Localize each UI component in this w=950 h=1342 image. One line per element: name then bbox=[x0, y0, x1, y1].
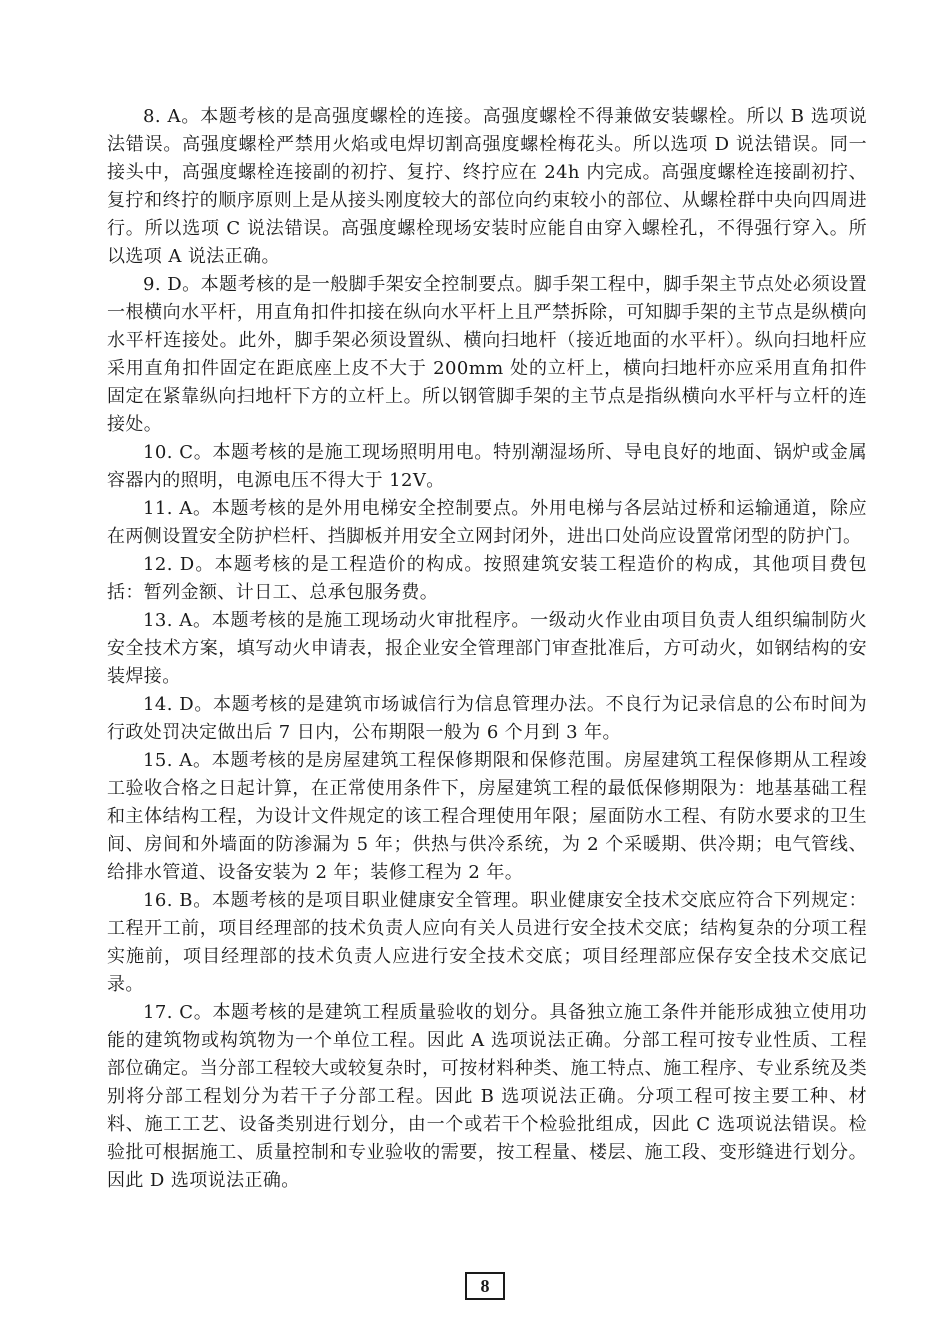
page-number: 8 bbox=[465, 1272, 505, 1300]
answer-12: 12. D。本题考核的是工程造价的构成。按照建筑安装工程造价的构成，其他项目费包括：暂列金额、计日工、总承包服务费。 bbox=[107, 554, 867, 603]
answer-11: 11. A。本题考核的是外用电梯安全控制要点。外用电梯与各层站过桥和运输通道，除应在两侧设置安全防护栏杆、挡脚板并用安全立网封闭外，进出口处尚应设置常闭型的防护门。 bbox=[107, 498, 867, 547]
answer-14: 14. D。本题考核的是建筑市场诚信行为信息管理办法。不良行为记录信息的公布时间为行政处罚决定做出后 7 日内，公布期限一般为 6 个月到 3 年。 bbox=[107, 694, 867, 743]
answer-9: 9. D。本题考核的是一般脚手架安全控制要点。脚手架工程中，脚手架主节点处必须设置一根横向水平杆，用直角扣件扣接在纵向水平杆上且严禁拆除，可知脚手架的主节点是纵横向水平杆连接处。此外，脚手架必须设置纵、横向扫地杆（接近地面的水平杆）。纵向扫地杆应采用直角扣件固定在距底座上皮不大于 200mm 处的立杆上，横向扫地杆亦应采用直角扣件固定在紧靠纵向扫地杆下方的立杆上。所以钢管脚手架的主节点是指纵横向水平杆与立杆的连接处。 bbox=[107, 274, 867, 435]
answer-15: 15. A。本题考核的是房屋建筑工程保修期限和保修范围。房屋建筑工程保修期从工程竣工验收合格之日起计算，在正常使用条件下，房屋建筑工程的最低保修期限为：地基基础工程和主体结构工程，为设计文件规定的该工程合理使用年限；屋面防水工程、有防水要求的卫生间、房间和外墙面的防渗漏为 5 年；供热与供冷系统，为 2 个采暖期、供冷期；电气管线、给排水管道、设备安装为 2 年；装修工程为 2 年。 bbox=[107, 750, 867, 883]
answer-16: 16. B。本题考核的是项目职业健康安全管理。职业健康安全技术交底应符合下列规定：工程开工前，项目经理部的技术负责人应向有关人员进行安全技术交底；结构复杂的分项工程实施前，项目经理部的技术负责人应进行安全技术交底；项目经理部应保存安全技术交底记录。 bbox=[107, 890, 867, 995]
answer-17: 17. C。本题考核的是建筑工程质量验收的划分。具备独立施工条件并能形成独立使用功能的建筑物或构筑物为一个单位工程。因此 A 选项说法正确。分部工程可按专业性质、工程部位确定。当分部工程较大或较复杂时，可按材料种类、施工特点、施工程序、专业系统及类别将分部工程划分为若干子分部工程。因此 B 选项说法正确。分项工程可按主要工种、材料、施工工艺、设备类别进行划分，由一个或若干个检验批组成，因此 C 选项说法错误。检验批可根据施工、质量控制和专业验收的需要，按工程量、楼层、施工段、变形缝进行划分。因此 D 选项说法正确。 bbox=[107, 1002, 867, 1191]
answer-10: 10. C。本题考核的是施工现场照明用电。特别潮湿场所、导电良好的地面、锅炉或金属容器内的照明，电源电压不得大于 12V。 bbox=[107, 442, 867, 491]
answer-explanations bbox=[107, 103, 867, 1195]
answer-13: 13. A。本题考核的是施工现场动火审批程序。一级动火作业由项目负责人组织编制防火安全技术方案，填写动火申请表，报企业安全管理部门审查批准后，方可动火，如钢结构的安装焊接。 bbox=[107, 610, 867, 687]
answer-8: 8. A。本题考核的是高强度螺栓的连接。高强度螺栓不得兼做安装螺栓。所以 B 选项说法错误。高强度螺栓严禁用火焰或电焊切割高强度螺栓梅花头。所以选项 D 说法错误。同一接头中，高强度螺栓连接副的初拧、复拧、终拧应在 24h 内完成。高强度螺栓连接副初拧、复拧和终拧的顺序原则上是从接头刚度较大的部位向约束较小的部位、从螺栓群中央向四周进行。所以选项 C 说法错误。高强度螺栓现场安装时应能自由穿入螺栓孔，不得强行穿入。所以选项 A 说法正确。 bbox=[107, 106, 867, 267]
